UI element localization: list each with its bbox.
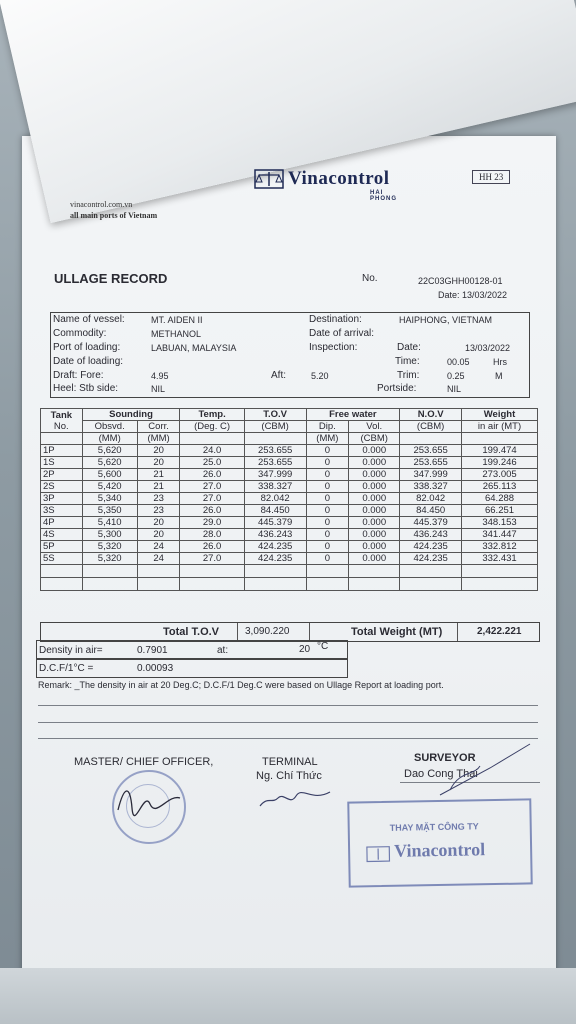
cell-weight: 273.005 bbox=[462, 469, 538, 481]
cell-dip: 0 bbox=[306, 445, 349, 457]
cell-dip: 0 bbox=[306, 505, 349, 517]
ullage-table bbox=[40, 408, 538, 591]
cell-tank: 2P bbox=[41, 469, 83, 481]
table-row bbox=[41, 553, 538, 565]
at-label: at: bbox=[217, 645, 229, 656]
surveyor-name: Dao Cong Thai bbox=[404, 768, 478, 780]
master-signature bbox=[110, 780, 190, 820]
cell-temp: 27.0 bbox=[180, 553, 244, 565]
cell-obsvd: 5,420 bbox=[82, 481, 137, 493]
cell-dip: 0 bbox=[306, 529, 349, 541]
cell-obsvd: 5,300 bbox=[82, 529, 137, 541]
commodity-value: METHANOL bbox=[151, 329, 202, 339]
cell-tov: 424.235 bbox=[244, 553, 306, 565]
table-row bbox=[41, 517, 538, 529]
commodity-label: Commodity: bbox=[53, 328, 107, 339]
cell-vol: 0.000 bbox=[349, 505, 400, 517]
col-dip-unit: (MM) bbox=[306, 433, 349, 445]
table-row bbox=[41, 493, 538, 505]
remark-line bbox=[38, 705, 538, 706]
cell-vol: 0.000 bbox=[349, 481, 400, 493]
col-vol-unit: (CBM) bbox=[349, 433, 400, 445]
cell-vol: 0.000 bbox=[349, 493, 400, 505]
cell-tank: 3P bbox=[41, 493, 83, 505]
cell-nov: 253.655 bbox=[400, 445, 462, 457]
cell-tank: 4S bbox=[41, 529, 83, 541]
cell-dip: 0 bbox=[306, 493, 349, 505]
cell-tank: 4P bbox=[41, 517, 83, 529]
table-row bbox=[41, 505, 538, 517]
cell-obsvd: 5,620 bbox=[82, 445, 137, 457]
cell-obsvd: 5,410 bbox=[82, 517, 137, 529]
col-tank-header: Tank No. bbox=[41, 409, 83, 433]
report-date: Date: 13/03/2022 bbox=[438, 290, 508, 300]
stamp-text: THAY MẶT CÔNG TY bbox=[389, 821, 479, 833]
empty-row bbox=[41, 565, 538, 578]
cell-tov: 436.243 bbox=[244, 529, 306, 541]
cell-vol: 0.000 bbox=[349, 529, 400, 541]
cell-corr: 20 bbox=[137, 445, 180, 457]
cell-tank: 2S bbox=[41, 481, 83, 493]
cell-weight: 199.246 bbox=[462, 457, 538, 469]
col-weight-header: Weight bbox=[462, 409, 538, 421]
table-row bbox=[41, 529, 538, 541]
dcf-row bbox=[36, 658, 348, 678]
master-label: MASTER/ CHIEF OFFICER, bbox=[74, 756, 214, 768]
cell-tov: 424.235 bbox=[244, 541, 306, 553]
cell-vol: 0.000 bbox=[349, 457, 400, 469]
portside-value: NIL bbox=[447, 384, 462, 394]
cell-corr: 24 bbox=[137, 553, 180, 565]
cell-tank: 5S bbox=[41, 553, 83, 565]
remark-line bbox=[38, 722, 538, 723]
cell-weight: 341.447 bbox=[462, 529, 538, 541]
empty-row bbox=[41, 578, 538, 591]
insp-date-label: Date: bbox=[397, 342, 421, 353]
total-weight-value: 2,422.221 bbox=[477, 626, 522, 637]
time-unit: Hrs bbox=[493, 357, 507, 367]
table-row bbox=[41, 457, 538, 469]
trim-unit: M bbox=[495, 371, 503, 381]
inspection-label: Inspection: bbox=[309, 342, 358, 353]
col-dip-header: Dip. bbox=[306, 421, 349, 433]
cell-nov: 253.655 bbox=[400, 457, 462, 469]
cell-temp: 25.0 bbox=[180, 457, 244, 469]
density-label: Density in air= bbox=[39, 645, 103, 656]
total-tov-label: Total T.O.V bbox=[163, 626, 220, 638]
col-tov-header: T.O.V bbox=[244, 409, 306, 421]
draft-label: Draft: Fore: bbox=[53, 370, 104, 381]
cell-nov: 338.327 bbox=[400, 481, 462, 493]
destination-value: HAIPHONG, VIETNAM bbox=[399, 315, 493, 325]
cell-temp: 24.0 bbox=[180, 445, 244, 457]
cell-tov: 347.999 bbox=[244, 469, 306, 481]
density-row bbox=[36, 640, 348, 660]
cell-tov: 253.655 bbox=[244, 445, 306, 457]
cell-obsvd: 5,340 bbox=[82, 493, 137, 505]
cell-corr: 21 bbox=[137, 481, 180, 493]
terminal-label: TERMINAL bbox=[262, 756, 318, 768]
form-code: HH 23 bbox=[472, 170, 510, 184]
cell-tov: 82.042 bbox=[244, 493, 306, 505]
col-nov-unit: (CBM) bbox=[400, 421, 462, 433]
cell-dip: 0 bbox=[306, 517, 349, 529]
col-freewater-header: Free water bbox=[306, 409, 400, 421]
totals-row bbox=[40, 622, 540, 642]
draft-fore-value: 4.95 bbox=[151, 371, 169, 381]
at-value: 20 bbox=[299, 644, 311, 655]
surveyor-signature bbox=[430, 740, 540, 800]
cell-tov: 445.379 bbox=[244, 517, 306, 529]
cell-weight: 64.288 bbox=[462, 493, 538, 505]
cell-dip: 0 bbox=[306, 457, 349, 469]
cell-weight: 332.812 bbox=[462, 541, 538, 553]
cell-obsvd: 5,620 bbox=[82, 457, 137, 469]
cell-tov: 338.327 bbox=[244, 481, 306, 493]
cell-temp: 26.0 bbox=[180, 469, 244, 481]
vessel-label: Name of vessel: bbox=[53, 314, 125, 325]
col-vol-header: Vol. bbox=[349, 421, 400, 433]
cell-nov: 424.235 bbox=[400, 541, 462, 553]
cell-obsvd: 5,320 bbox=[82, 553, 137, 565]
cell-vol: 0.000 bbox=[349, 517, 400, 529]
stamp-logo-icon bbox=[366, 843, 390, 865]
dcf-label: D.C.F/1°C = bbox=[39, 663, 94, 674]
cell-tov: 253.655 bbox=[244, 457, 306, 469]
arrival-label: Date of arrival: bbox=[309, 328, 375, 339]
cell-weight: 348.153 bbox=[462, 517, 538, 529]
time-value: 00.05 bbox=[447, 357, 470, 367]
cell-temp: 28.0 bbox=[180, 529, 244, 541]
destination-label: Destination: bbox=[309, 314, 362, 325]
cell-obsvd: 5,320 bbox=[82, 541, 137, 553]
heel-label: Heel: Stb side: bbox=[53, 383, 119, 394]
date-loading-label: Date of loading: bbox=[53, 356, 124, 367]
cell-dip: 0 bbox=[306, 481, 349, 493]
tank-rows bbox=[41, 445, 538, 591]
cell-corr: 20 bbox=[137, 457, 180, 469]
cell-temp: 27.0 bbox=[180, 481, 244, 493]
cell-corr: 23 bbox=[137, 505, 180, 517]
col-corr-header: Corr. bbox=[137, 421, 180, 433]
cell-weight: 199.474 bbox=[462, 445, 538, 457]
trim-label: Trim: bbox=[397, 370, 420, 381]
cell-corr: 24 bbox=[137, 541, 180, 553]
cell-nov: 84.450 bbox=[400, 505, 462, 517]
aft-value: 5.20 bbox=[311, 371, 329, 381]
ports-text: all main ports of Vietnam bbox=[70, 211, 158, 220]
cell-nov: 82.042 bbox=[400, 493, 462, 505]
cell-corr: 20 bbox=[137, 517, 180, 529]
insp-date-value: 13/03/2022 bbox=[465, 343, 511, 353]
cell-corr: 21 bbox=[137, 469, 180, 481]
scale-logo-icon bbox=[254, 168, 284, 190]
cell-nov: 445.379 bbox=[400, 517, 462, 529]
remark-line bbox=[38, 738, 538, 739]
cell-dip: 0 bbox=[306, 469, 349, 481]
col-temp-unit: (Deg. C) bbox=[180, 421, 244, 433]
cell-tank: 1P bbox=[41, 445, 83, 457]
cell-weight: 66.251 bbox=[462, 505, 538, 517]
cell-temp: 26.0 bbox=[180, 505, 244, 517]
cell-dip: 0 bbox=[306, 541, 349, 553]
cell-nov: 436.243 bbox=[400, 529, 462, 541]
time-label: Time: bbox=[395, 356, 420, 367]
logo-subtitle: HAI PHONG bbox=[370, 190, 398, 202]
cell-temp: 27.0 bbox=[180, 493, 244, 505]
surveyor-label: SURVEYOR bbox=[414, 752, 476, 764]
cell-tank: 3S bbox=[41, 505, 83, 517]
table-row bbox=[41, 541, 538, 553]
col-obsvd-unit: (MM) bbox=[82, 433, 137, 445]
page-bottom-edge bbox=[0, 968, 576, 1024]
cell-corr: 20 bbox=[137, 529, 180, 541]
vessel-value: MT. AIDEN II bbox=[151, 315, 203, 325]
col-weight-unit: in air (MT) bbox=[462, 421, 538, 433]
cell-vol: 0.000 bbox=[349, 541, 400, 553]
port-loading-value: LABUAN, MALAYSIA bbox=[151, 343, 237, 353]
col-temp-header: Temp. bbox=[180, 409, 244, 421]
logo-text: Vinacontrol bbox=[288, 168, 390, 189]
at-unit: °C bbox=[317, 641, 329, 652]
total-weight-label: Total Weight (MT) bbox=[351, 626, 443, 638]
website-text: vinacontrol.com.vn bbox=[70, 200, 133, 209]
remark-text: Remark: _The density in air at 20 Deg.C; D.C.F/1 Deg.C were based on Ullage Report at loading port. bbox=[38, 680, 444, 690]
cell-temp: 26.0 bbox=[180, 541, 244, 553]
cell-nov: 424.235 bbox=[400, 553, 462, 565]
table-row bbox=[41, 469, 538, 481]
heel-value: NIL bbox=[151, 384, 166, 394]
vessel-info-box bbox=[50, 312, 530, 398]
col-obsvd-header: Obsvd. bbox=[82, 421, 137, 433]
stamp-logo-text: Vinacontrol bbox=[393, 839, 486, 861]
company-stamp bbox=[347, 798, 532, 887]
cell-corr: 23 bbox=[137, 493, 180, 505]
col-tov-unit: (CBM) bbox=[244, 421, 306, 433]
total-tov-value: 3,090.220 bbox=[245, 626, 290, 637]
cell-dip: 0 bbox=[306, 553, 349, 565]
cell-obsvd: 5,600 bbox=[82, 469, 137, 481]
table-row bbox=[41, 445, 538, 457]
aft-label: Aft: bbox=[271, 370, 287, 381]
table-row bbox=[41, 481, 538, 493]
trim-value: 0.25 bbox=[447, 371, 465, 381]
cell-vol: 0.000 bbox=[349, 553, 400, 565]
terminal-signature bbox=[256, 786, 336, 814]
cell-vol: 0.000 bbox=[349, 469, 400, 481]
cell-weight: 265.113 bbox=[462, 481, 538, 493]
col-nov-header: N.O.V bbox=[400, 409, 462, 421]
terminal-name: Ng. Chí Thức bbox=[256, 770, 322, 782]
report-no-label: No. bbox=[362, 273, 378, 284]
cell-tov: 84.450 bbox=[244, 505, 306, 517]
col-corr-unit: (MM) bbox=[137, 433, 180, 445]
cell-temp: 29.0 bbox=[180, 517, 244, 529]
document-title: ULLAGE RECORD bbox=[54, 271, 168, 286]
port-loading-label: Port of loading: bbox=[53, 342, 121, 353]
report-no-value: 22C03GHH00128-01 bbox=[418, 276, 503, 286]
dcf-value: 0.00093 bbox=[137, 663, 174, 674]
col-sounding-header: Sounding bbox=[82, 409, 180, 421]
cell-tank: 5P bbox=[41, 541, 83, 553]
cell-obsvd: 5,350 bbox=[82, 505, 137, 517]
cell-tank: 1S bbox=[41, 457, 83, 469]
cell-vol: 0.000 bbox=[349, 445, 400, 457]
cell-weight: 332.431 bbox=[462, 553, 538, 565]
cell-nov: 347.999 bbox=[400, 469, 462, 481]
density-value: 0.7901 bbox=[137, 645, 168, 656]
portside-label: Portside: bbox=[377, 383, 417, 394]
